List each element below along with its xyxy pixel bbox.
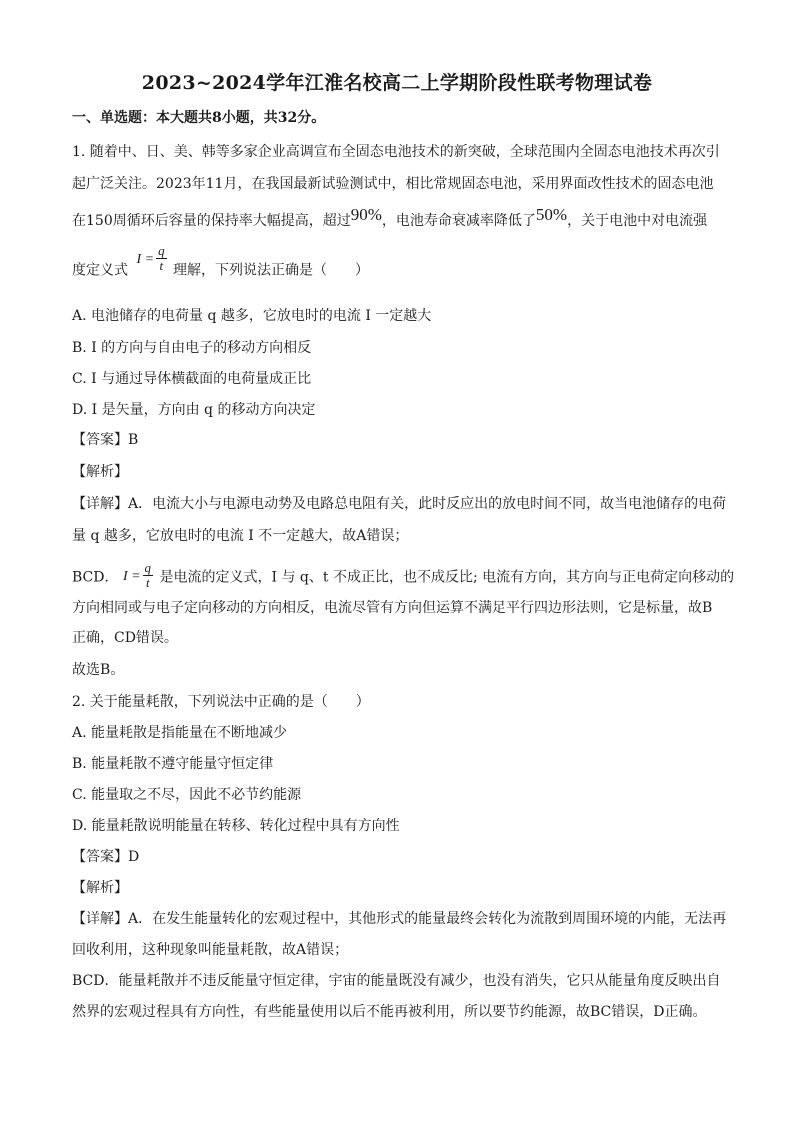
- q1-conclusion: 故选B。: [72, 662, 125, 678]
- formula-denominator: t: [159, 258, 164, 273]
- q1-detail-line3: [72, 560, 735, 592]
- q2-detail-line1: 【详解】A．在发生能量转化的宏观过程中，其他形式的能量最终会转化为流散到周围环境的内能，无法再: [72, 911, 727, 927]
- q1-detail-line3-rest: 是电流的定义式，I 与 q、t 不成正比，也不成反比; 电流有方向，其方向与正电荷定向移动的: [159, 569, 735, 586]
- inline-formula-numerator: q: [144, 560, 152, 575]
- inline-formula-fraction: [143, 561, 154, 590]
- q2-stem: 2. 关于能量耗散，下列说法中正确的是（ ）: [72, 694, 370, 710]
- q1-option-d: D. I 是矢量，方向由 q 的移动方向决定: [72, 402, 316, 418]
- q1-stem-line4-part-a: 度定义式: [72, 262, 128, 279]
- q1-stem-line3-part-c: ，关于电池中对电流强: [567, 213, 708, 229]
- inline-formula: [122, 560, 160, 590]
- q1-analysis-label: 【解析】: [72, 464, 128, 480]
- q2-option-b: B. 能量耗散不遵守能量守恒定律: [72, 756, 274, 772]
- q1-stem-line2: 起广泛关注。2023年11月，在我国最新试验测试中，相比常规固态电池，采用界面改性技术的固态电池: [72, 176, 714, 192]
- q1-stem-line3-part-a: 在150周循环后容量的保持率大幅提高，超过: [72, 213, 351, 229]
- formula-numerator: q: [158, 243, 165, 258]
- q2-detail-line4: 然界的宏观过程具有方向性，有些能量使用以后不能再被利用，所以要节约能源，故BC错误，D正确。: [72, 1004, 707, 1020]
- q2-answer: 【答案】D: [72, 849, 140, 865]
- q2-option-c: C. 能量取之不尽，因此不必节约能源: [72, 787, 302, 803]
- inline-formula-lhs: I =: [122, 568, 141, 584]
- q1-option-c: C. I 与通过导体横截面的电荷量成正比: [72, 371, 312, 387]
- q1-option-b: B. I 的方向与自由电子的移动方向相反: [72, 340, 312, 356]
- formula-lhs: I =: [136, 251, 155, 267]
- q2-detail-line2: 回收利用，这种现象叫能量耗散，故A错误；: [72, 942, 349, 958]
- q1-stem-line3-part-b: ，电池寿命衰减率降低了: [381, 213, 536, 229]
- q1-stem-line4-part-b: 理解，下列说法正确是（ ）: [173, 262, 370, 279]
- formula-fraction: [156, 244, 167, 273]
- q1-stem-line4: [72, 243, 370, 285]
- current-formula: [136, 243, 173, 273]
- q2-detail-line3: BCD．能量耗散并不违反能量守恒定律，宇宙的能量既没有减少，也没有消失，它只从能量角度反映出自: [72, 973, 721, 989]
- q1-stem-line3: [72, 205, 708, 231]
- q2-analysis-label: 【解析】: [72, 880, 128, 896]
- section-heading: 一、单选题：本大题共8小题，共32分。: [72, 110, 326, 126]
- q1-detail-line1: 【详解】A．电流大小与电源电动势及电路总电阻有关，此时反应出的放电时间不同，故当电池储存的电荷: [72, 496, 727, 512]
- q1-stem-line1: 1. 随着中、日、美、韩等多家企业高调宣布全固态电池技术的新突破，全球范围内全固态电池技术再次引: [72, 144, 720, 160]
- q1-option-a: A. 电池储存的电荷量 q 越多，它放电时的电流 I 一定越大: [72, 308, 432, 324]
- q1-answer: 【答案】B: [72, 432, 139, 448]
- percent-90: 90%: [350, 205, 382, 224]
- exam-title: 2023~2024学年江淮名校高二上学期阶段性联考物理试卷: [141, 72, 653, 94]
- inline-formula-denominator: t: [145, 575, 150, 590]
- q1-detail-line3-prefix: BCD．: [72, 569, 119, 586]
- q1-detail-line2: 量 q 越多，它放电时的电流 I 不一定越大，故A错误；: [72, 528, 409, 544]
- q1-detail-line4: 方向相同或与电子定向移动的方向相反，电流尽管有方向但运算不满足平行四边形法则，它是标量，故B: [72, 600, 713, 616]
- q1-detail-line5: 正确，CD错误。: [72, 630, 178, 646]
- q2-option-d: D. 能量耗散说明能量在转移、转化过程中具有方向性: [72, 818, 400, 834]
- q2-option-a: A. 能量耗散是指能量在不断地减少: [72, 725, 288, 741]
- percent-50: 50%: [535, 205, 568, 224]
